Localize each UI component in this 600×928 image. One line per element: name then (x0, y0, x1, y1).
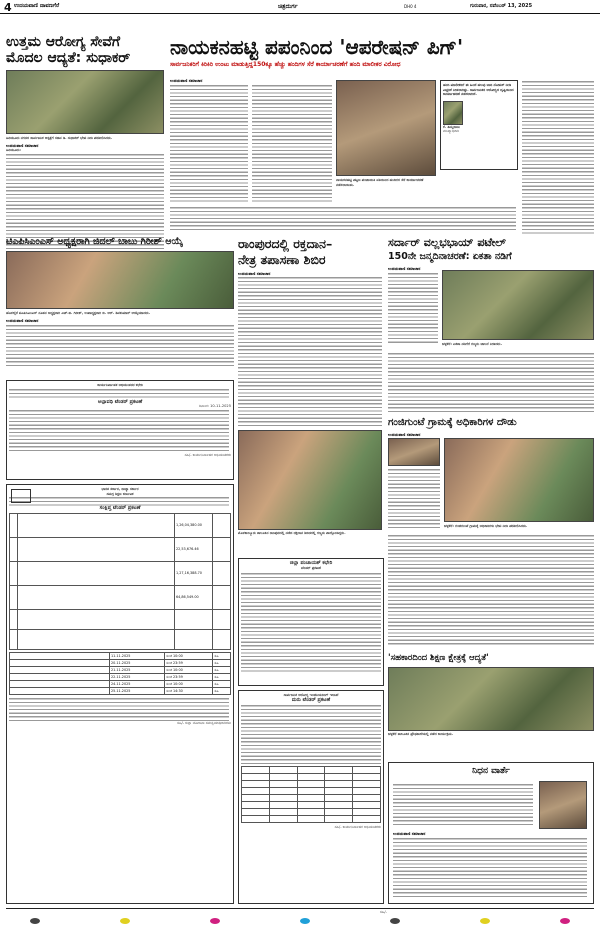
story-pig-headline: ನಾಯಕನಹಟ್ಟಿ ಪಪಂನಿಂದ 'ಆಪರೇಷನ್ ಪಿಗ್' (170, 35, 464, 59)
registration-mark (120, 918, 130, 924)
obituary-title: ನಿಧನ ವಾರ್ತೆ (472, 766, 510, 776)
registration-mark (30, 918, 40, 924)
date-cell: 25.11.2025 (110, 687, 165, 694)
ad-tender-1-office: ಕಾರ್ಯನಿರ್ವಾಹಕ ಅಭಿಯಂತರರ ಕಛೇರಿ (97, 383, 143, 387)
ad-tender-4-table (241, 766, 381, 823)
story-ganjigunte-headline: ಗಂಜಿಗುಂಟೆ ಗ್ರಾಮಕ್ಕೆ ಅಧಿಕಾರಿಗಳ ದೌಡು (388, 417, 517, 428)
story-education-caption: ಚಳ್ಳಕೆರೆ ತಾಲೂಕಿನ ಪ್ರೌಢಶಾಲೆಯಲ್ಲಿ ನಡೆದ ಕಾರ್ಯಕ್ರಮ. (388, 732, 454, 736)
story-patel-headline-2: 150ನೇ ಜನ್ಮದಿನಾಚರಣೆ: ಏಕತಾ ನಡಿಗೆ (388, 251, 512, 262)
obituary-byline: ಉದಯವಾಣಿ ಸಮಾಚಾರ (393, 831, 426, 836)
footer-sign: ಸಹಿ/- (380, 910, 387, 914)
story-pig-quote-name: ಕೆ. ತಿಮ್ಮರಾಜು (443, 124, 460, 129)
date-cell: 22.11.2025 (110, 673, 165, 680)
table-row (10, 659, 231, 666)
table-row (242, 774, 381, 781)
story-patel-body-left (388, 272, 438, 344)
ad-tender-1-body (9, 409, 229, 453)
ad-tender-3 (238, 558, 384, 686)
story-blood-photo (238, 430, 382, 530)
story-tapcms (6, 236, 234, 376)
story-ganjigunte-photo (388, 438, 440, 466)
page-number: 4 (4, 1, 12, 14)
story-health-caption: ಹಿರಿಯೂರು ನಗರದ ಸಾರ್ವಜನಿಕ ಆಸ್ಪತ್ರೆಗೆ ಸಚಿವ ಡಿ. ಸುಧಾಕರ್ ಭೇಟಿ ನೀಡಿ ಪರಿಶೀಲಿಸಿದರು. (6, 136, 113, 140)
time-cell: ಸಂಜೆ 14:30 (165, 687, 213, 694)
ad-tender-2-notes (9, 697, 229, 721)
story-blood-headline-1: ರಾಂಪುರದಲ್ಲಿ ರಕ್ತದಾನ– (238, 236, 333, 251)
story-patel (388, 236, 594, 412)
registration-mark (480, 918, 490, 924)
masthead (0, 0, 600, 14)
table-row (10, 537, 231, 561)
table-row (10, 680, 231, 687)
story-health-byline: ಉದಯವಾಣಿ ಸಮಾಚಾರ (6, 142, 39, 148)
story-pig-subhead: ಸಾರ್ವಜನಿಕರಿಗೆ ಕಿರಿಕಿರಿ ಉಂಟು ಮಾಡುತ್ತಿದ್ದ150ಕ್ಕೂ ಹೆಚ್ಚು ಹಂದಿಗಳ ಸೆರೆ ಕಾರ್ಯಾಚರಣೆಗೆ ಹಂದಿ ಮಾಲೀಕರ ವಿರೋಧ (170, 61, 401, 68)
story-pig-byline: ಉದಯವಾಣಿ ಸಮಾಚಾರ (170, 78, 203, 83)
story-ganjigunte-caption: ಚಳ್ಳಕೆರೆ: ಗಂಜಿಗುಂಟೆ ಗ್ರಾಮಕ್ಕೆ ಅಧಿಕಾರಿಗಳು ಭೇಟಿ ನೀಡಿ ಪರಿಶೀಲಿಸಿದರು. (444, 524, 528, 528)
story-health (6, 34, 164, 202)
story-blood-headline-2: ನೇತ್ರ ತಪಾಸಣಾ ಶಿಬಿರ (238, 252, 326, 267)
time-cell: ಸಂಜೆ 23:59 (165, 659, 213, 666)
table-row (10, 585, 231, 609)
story-ganjigunte-body-left (388, 468, 440, 528)
date-cell: 24.11.2025 (110, 680, 165, 687)
story-health-headline-2: ಮೊದಲ ಆದ್ಯತೆ: ಸುಧಾಕರ್ (6, 50, 131, 66)
ad-tender-2-sign: ಸಹಿ/- ಜಿಲ್ಲಾ ಯೋಜನಾ ಸಮನ್ವಯಾಧಿಕಾರಿಗಳು (177, 720, 231, 725)
story-patel-body (388, 352, 594, 412)
amount-cell: 64,86,549.00 (175, 585, 213, 609)
registration-mark (560, 918, 570, 924)
ad-tender-2-logo (11, 489, 31, 503)
story-ganjigunte-body (388, 534, 594, 646)
ad-tender-3-title: ಟೆಂಡರ್ ಪ್ರಕಟಣೆ (301, 565, 321, 570)
story-pig-body-col2 (252, 84, 332, 204)
ad-tender-2 (6, 484, 234, 904)
table-row (10, 561, 231, 585)
story-pig-body-bottom (170, 206, 516, 232)
ad-tender-4-sign: ಸಹಿ/- ಕಾರ್ಯನಿರ್ವಾಹಕ ಅಭಿಯಂತರರು (334, 825, 381, 830)
sign-cell: ಸಹಿ (213, 666, 231, 673)
table-row (10, 609, 231, 629)
date: ಗುರುವಾರ, ನವೆಂಬರ್ 13, 2025 (470, 3, 533, 9)
story-patel-photo (442, 270, 594, 340)
story-patel-caption: ಚಳ್ಳಕೆರೆ: ಏಕತಾ ನಡಿಗೆಗೆ ಗಣ್ಯರು ಚಾಲನೆ ನೀಡಿದರು. (442, 342, 502, 346)
sign-cell: ಸಹಿ (213, 687, 231, 694)
table-row (10, 666, 231, 673)
ad-tender-1-date: ದಿನಾಂಕ: 10-11-2025 (198, 404, 231, 409)
official-photo (443, 101, 463, 125)
ad-tender-4-body (241, 704, 381, 764)
story-blood-body (238, 276, 382, 428)
story-ganjigunte-byline: ಉದಯವಾಣಿ ಸಮಾಚಾರ (388, 432, 421, 437)
story-patel-headline-1: ಸರ್ದಾರ್ ವಲ್ಲಭಭಾಯ್ ಪಟೇಲ್ (388, 236, 506, 249)
time-cell: ಸಂಜೆ 10:00 (165, 666, 213, 673)
table-row (242, 795, 381, 802)
amount-cell: 22,53,676.46 (175, 537, 213, 561)
story-tapcms-photo (6, 251, 234, 309)
footer (0, 908, 600, 928)
story-pig-quote: ಹಂದಿ ಮಾಲೀಕರಿಗೆ ಈ ಹಿಂದೆ ಹಲವು ಬಾರಿ ನೋಟಿಸ್ ನೀಡಿ ಎಚ್ಚರಿಕೆ ನೀಡಲಾಗಿತ್ತು. ಸಾರ್ವಜನಿಕರ ಆರೋಗ್ಯದ ದೃಷ್ಟಿಯಿಂದ ಕಾರ್ಯಾಚರಣೆ ನಡೆಸಲಾಗಿದೆ. (443, 83, 514, 97)
story-pig-body-col1 (170, 84, 248, 204)
ad-tender-1-sign: ಸಹಿ/- ಕಾರ್ಯನಿರ್ವಾಹಕ ಅಭಿಯಂತರರು (184, 452, 231, 457)
table-row (10, 629, 231, 649)
ad-tender-1-title: ಅಲ್ಪಾವಧಿ ಟೆಂಡರ್ ಪ್ರಕಟಣೆ (97, 398, 143, 405)
story-blood-caption: ಮೊಳಕಾಲ್ಮೂರು ತಾಲೂಕಿನ ರಾಂಪುರದಲ್ಲಿ ನಡೆದ ರಕ್ತದಾನ ಶಿಬಿರದಲ್ಲಿ ಗಣ್ಯರು ಪಾಲ್ಗೊಂಡಿದ್ದರು. (238, 531, 346, 535)
story-education-headline: 'ಸಹಕಾರದಿಂದ ಶಿಕ್ಷಣ ಕ್ಷೇತ್ರಕ್ಕೆ ಆದ್ಯತೆ' (388, 653, 489, 663)
date-cell: 20.11.2025 (110, 659, 165, 666)
obituary-box (388, 762, 594, 904)
edition-code: DH0 4 (404, 4, 417, 9)
story-pig-caption: ನಾಯಕನಹಟ್ಟಿ ಪಟ್ಟಣ ಪಂಚಾಯಿತಿ ವತಿಯಿಂದ ಹಂದಿಗಳ ಸೆರೆ ಕಾರ್ಯಾಚರಣೆ ನಡೆಸಲಾಯಿತು. (336, 178, 424, 187)
obituary-photo (539, 781, 587, 829)
table-row (242, 788, 381, 795)
amount-cell: 1,26,04,380.00 (175, 513, 213, 537)
obituary-body-top (393, 783, 533, 827)
story-blood-camp (238, 236, 382, 554)
story-health-dateline: ಹಿರಿಯೂರು: (6, 147, 21, 152)
time-cell: ಸಂಜೆ 10:00 (165, 652, 213, 659)
obituary-body (393, 837, 587, 899)
story-tapcms-body (6, 324, 234, 368)
story-ganjigunte-photo-main (444, 438, 594, 522)
date-cell: 11.11.2025 (110, 652, 165, 659)
story-blood-byline: ಉದಯವಾಣಿ ಸಮಾಚಾರ (238, 271, 271, 276)
ad-tender-1-head (9, 388, 229, 400)
table-row (242, 816, 381, 823)
story-pig-photo (336, 80, 436, 176)
sign-cell: ಸಹಿ (213, 680, 231, 687)
amount-cell: 1,27,16,388.70 (175, 561, 213, 585)
story-pig (170, 34, 594, 234)
footer-rule (6, 908, 594, 909)
story-patel-byline: ಉದಯವಾಣಿ ಸಮಾಚಾರ (388, 266, 421, 271)
registration-mark (300, 918, 310, 924)
time-cell: ಸಂಜೆ 10:00 (165, 680, 213, 687)
ad-tender-2-sub: ಸಮಗ್ರ ಶಿಕ್ಷಣ ಕರ್ನಾಟಕ (106, 491, 134, 496)
table-row (10, 673, 231, 680)
ad-tender-1 (6, 380, 234, 480)
ad-tender-3-body (241, 572, 381, 672)
ad-tender-4 (238, 690, 384, 904)
registration-mark (210, 918, 220, 924)
registration-mark (390, 918, 400, 924)
table-row (242, 767, 381, 774)
ad-tender-2-office: ಭಾರತ ಸರ್ಕಾರ, ರಾಜ್ಯಾ ಸರ್ಕಾರ (101, 487, 139, 491)
story-education (388, 652, 594, 756)
sign-cell: ಸಹಿ (213, 652, 231, 659)
ad-tender-3-office: ಜಿಲ್ಲಾ ಪಂಚಾಯತ್ ಕಛೇರಿ (289, 560, 333, 566)
tender-works-table (9, 513, 231, 650)
section-name: ಚಿತ್ರದುರ್ಗ (278, 3, 298, 10)
story-tapcms-caption: ಹೊಳಲ್ಕೆರೆ ಟಿಎಪಿಸಿಎಂಎಸ್ ನೂತನ ಅಧ್ಯಕ್ಷರಾಗಿ ಎಚ್.ಬಿ. ಗಿರೀಶ್, ಉಪಾಧ್ಯಕ್ಷರಾಗಿ ಬಿ. ಆರ್. ಶಿವಕುಮಾರ್ ಆಯ್ಕೆಯಾದರು. (6, 311, 151, 315)
ad-tender-2-title: ಸಂಕ್ಷಿಪ್ತ ಟೆಂಡರ್ ಪ್ರಕಟಣೆ (99, 505, 141, 512)
table-row (242, 802, 381, 809)
sign-cell: ಸಹಿ (213, 659, 231, 666)
table-row (242, 809, 381, 816)
ad-tender-4-title: ಮರು ಟೆಂಡರ್ ಪ್ರಕಟಣೆ (291, 696, 331, 703)
story-pig-quote-role: ಮುಖ್ಯಾಧಿಕಾರಿ (443, 129, 460, 134)
time-cell: ಸಂಜೆ 23:59 (165, 673, 213, 680)
sign-cell: ಸಹಿ (213, 673, 231, 680)
tender-dates-table (9, 652, 231, 695)
table-row (10, 652, 231, 659)
paper-name: ಉದಯವಾಣಿ ದಾವಣಗೆರೆ (14, 3, 60, 9)
table-row (10, 687, 231, 694)
story-ganjigunte (388, 416, 594, 648)
date-cell: 21.11.2025 (110, 666, 165, 673)
story-pig-body-col4 (522, 80, 594, 234)
story-pig-quote-box (440, 80, 518, 170)
story-health-photo (6, 70, 164, 134)
story-tapcms-headline: ಟಿಎಪಿಸಿಎಂಎಸ್ ಅಧ್ಯಕ್ಷರಾಗಿ ಜಿದಲ್ ಬಾಬು ಗಿರೀಶ್ ಆಯ್ಕೆ (6, 236, 183, 247)
table-row (10, 513, 231, 537)
story-education-photo (388, 667, 594, 731)
story-tapcms-byline: ಉದಯವಾಣಿ ಸಮಾಚಾರ (6, 317, 39, 323)
story-health-headline-1: ಉತ್ತಮ ಆರೋಗ್ಯ ಸೇವೆಗೆ (6, 34, 121, 50)
table-row (242, 781, 381, 788)
ad-tender-4-office: ಸಾರ್ವಜನಿಕ ಆರೋಗ್ಯ ಇಂಜಿನಿಯರಿಂಗ್ ಇಲಾಖೆ (283, 693, 339, 697)
